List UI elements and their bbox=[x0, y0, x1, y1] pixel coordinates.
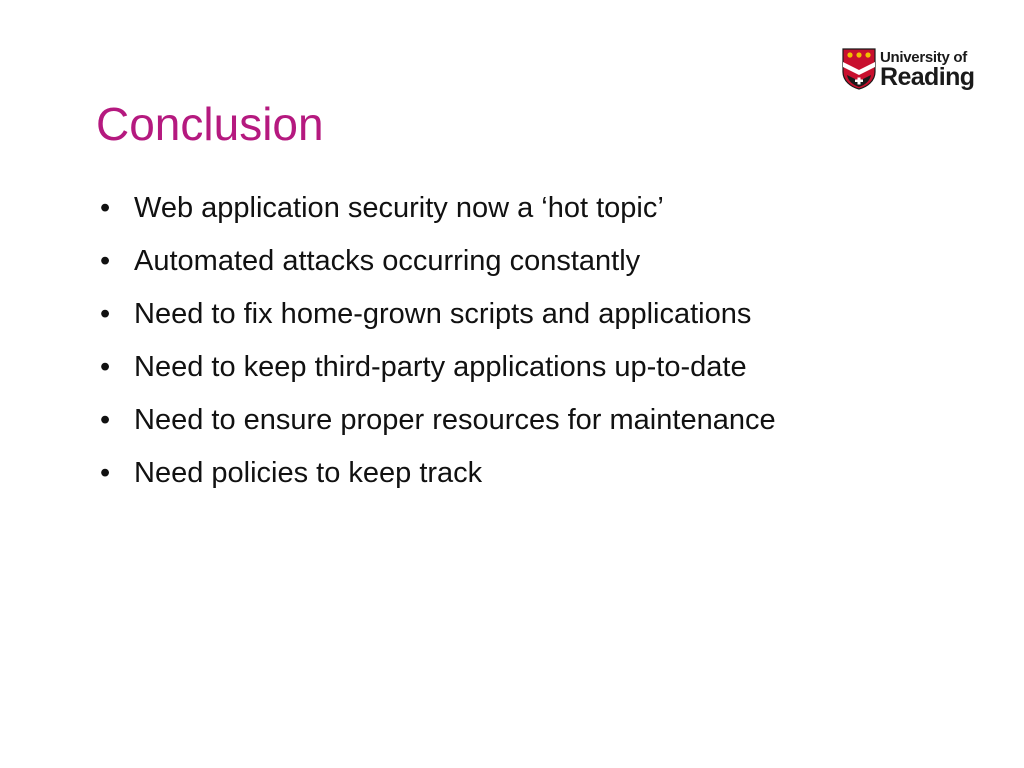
slide-title: Conclusion bbox=[96, 98, 324, 150]
logo-line-reading: Reading bbox=[880, 63, 975, 91]
bullet-dot-icon: • bbox=[100, 404, 111, 436]
bullet-dot-icon: • bbox=[100, 298, 111, 330]
logo-line-university-of: University of bbox=[880, 49, 967, 66]
bullet-dot-icon: • bbox=[100, 351, 111, 383]
bullet-text: Need to ensure proper resources for maintenance bbox=[134, 404, 776, 436]
bullet-text: Automated attacks occurring constantly bbox=[134, 245, 641, 277]
bullet-dot-icon: • bbox=[100, 457, 111, 489]
crest-icon bbox=[842, 48, 876, 90]
bullet-text: Need to fix home-grown scripts and applications bbox=[134, 298, 752, 330]
bullet-text: Web application security now a ‘hot topic’ bbox=[134, 192, 664, 224]
bullet-dot-icon: • bbox=[100, 245, 111, 277]
bullet-text: Need policies to keep track bbox=[134, 457, 483, 489]
bullet-text: Need to keep third-party applications up-to-date bbox=[134, 351, 747, 383]
university-logo bbox=[842, 48, 976, 94]
bullet-dot-icon: • bbox=[100, 192, 111, 224]
